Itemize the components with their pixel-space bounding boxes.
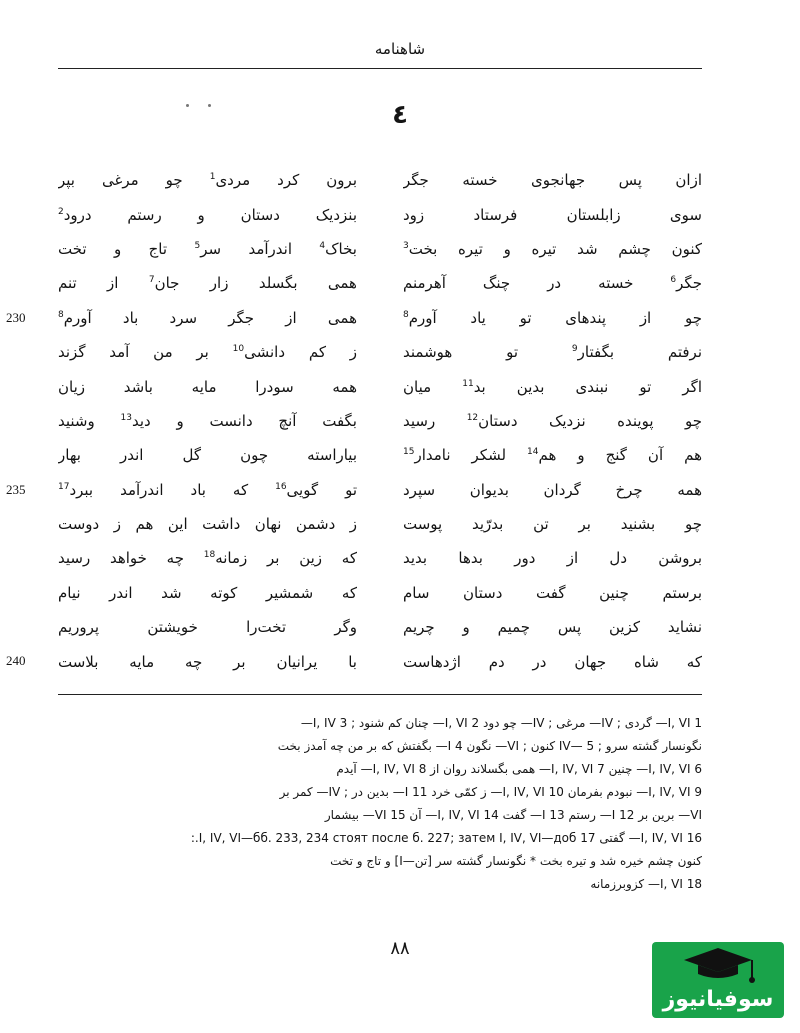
verse-hemistich-right (403, 378, 702, 396)
verse-hemistich-left (58, 171, 357, 189)
verse-row (58, 197, 702, 231)
footnote-ref: 13 (120, 412, 132, 423)
hemistich-text: نرفتم بگفتار (577, 343, 702, 362)
footnote-ref: 11 (462, 378, 474, 389)
hemistich-text: از تنم (58, 274, 119, 293)
verse-hemistich-left (58, 618, 357, 636)
footnote-line: 16 I, IV, VI— گفتی 17 I, IV, VI—бб. 233, 234 стоят после б. 227; затем I, IV, VI—доб.: (190, 831, 702, 845)
hemistich-text: سوی زابلستان فرستاد زود (403, 205, 702, 224)
verse-hemistich-left (58, 343, 357, 361)
hemistich-text: که باد اندرآمد ببرد (69, 480, 249, 499)
hemistich-text: که شمشیر کوته شد اندر نیام (58, 583, 357, 602)
hemistich-text: رسید (403, 411, 436, 430)
verse-hemistich-left (58, 378, 357, 396)
hemistich-text: ز کم دانشی (244, 343, 357, 362)
footnote-line: 18 I, VI— کزوبرزمانه (590, 877, 702, 891)
chapter-number: ٤ (392, 100, 408, 130)
verse-hemistich-left (58, 549, 357, 567)
verse-hemistich-right (403, 206, 702, 224)
verse-row (58, 404, 702, 438)
footnote-line: VI— برین بر 12 I— رستم 13 I— گفت 14 I, IV, VI— آن 15 VI— بیشمار (324, 808, 702, 822)
hemistich-text: لشکر نامدار (414, 446, 507, 465)
hemistich-text: بخاک (325, 239, 357, 258)
footnote-ref: 8 (58, 309, 64, 320)
hemistich-text: بگفت آنچ دانست و دید (131, 411, 357, 430)
page-number: ۸۸ (390, 938, 410, 959)
verse-line-number: 230 (6, 309, 26, 325)
verse-hemistich-left (58, 481, 357, 499)
hemistich-text: بر من آمد گزند (58, 343, 209, 362)
verse-hemistich-right (403, 584, 702, 602)
hemistich-text: اگر تو نبندی بدین بد (473, 377, 702, 396)
verse-hemistich-left (58, 206, 357, 224)
hemistich-text: بروشن دل از دور بدها بدید (403, 549, 702, 568)
footnote-ref: 17 (58, 481, 70, 492)
verse-hemistich-left (58, 653, 357, 671)
verse-row (6, 473, 702, 507)
verse-hemistich-right (403, 481, 702, 499)
hemistich-text: برون کرد مردی (215, 171, 357, 190)
verse-hemistich-left (58, 274, 357, 292)
footnote-ref: 6 (670, 275, 677, 286)
footnote-ref: 5 (194, 240, 201, 251)
hemistich-text: ز دشمن نهان داشت این هم ز دوست (58, 515, 357, 534)
verse-hemistich-right (403, 240, 702, 258)
hemistich-text: تاج و تخت (58, 239, 168, 258)
hemistich-text: خسته در چنگ آهرمنم (403, 274, 634, 293)
verse-row (58, 369, 702, 403)
hemistich-text: چو بشنید بر تن بدرّید پوست (403, 515, 702, 534)
footnote-ref: 4 (319, 240, 326, 251)
verse-row (58, 335, 702, 369)
verse-hemistich-right (403, 171, 702, 189)
hemistich-text: چو از پندهای تو یاد آورم (408, 308, 702, 327)
footnote-ref: 10 (232, 344, 245, 355)
hemistich-text: چه خواهد رسید (58, 549, 184, 568)
verse-row (6, 301, 702, 335)
verse-row (58, 576, 702, 610)
verses-block (6, 163, 702, 679)
hemistich-text: نشاید کزین پس چمیم و چریم (403, 618, 702, 637)
verse-hemistich-right (403, 515, 702, 533)
verse-row (58, 507, 702, 541)
hemistich-text: کنون چشم شد تیره و تیره بخت (408, 239, 702, 258)
logo-text: سوفیانیوز (662, 987, 774, 1012)
verse-row (58, 163, 702, 197)
verse-row (58, 541, 702, 575)
hemistich-text: بیاراسته چون گل اندر بهار (58, 446, 357, 465)
verse-hemistich-right (403, 618, 702, 636)
hemistich-text: که زین بر زمانه (215, 549, 357, 568)
hemistich-text: وشنید (58, 411, 95, 430)
verse-row (58, 232, 702, 266)
verse-hemistich-left (58, 446, 357, 464)
hemistich-text: که شاه جهان در دم اژدهاست (403, 652, 702, 671)
footnote-ref: 7 (148, 275, 155, 286)
footnote-ref: 14 (527, 447, 539, 458)
hemistich-text: با یرانیان بر چه مایه بلاست (58, 652, 357, 671)
verse-hemistich-right (403, 446, 702, 464)
hemistich-text: همه سودرا مایه باشد زیان (58, 377, 357, 396)
footnote-ref: 3 (403, 240, 409, 251)
verse-hemistich-left (58, 412, 357, 430)
footnote-line: 6 I, IV, VI— چنین 7 I, IV, VI— همی بگسلاند روان از 8 I, IV, VI— آیدم (336, 762, 702, 776)
footnote-ref: 9 (571, 344, 578, 355)
footnote-rule (58, 694, 702, 695)
hemistich-text: جگر (676, 274, 702, 293)
verse-hemistich-left (58, 309, 357, 327)
verse-hemistich-left (58, 584, 357, 602)
hemistich-text: تو هوشمند (403, 343, 519, 362)
verse-row (58, 438, 702, 472)
hemistich-text: همی از جگر سرد باد آورم (63, 308, 357, 327)
header-rule (58, 68, 702, 69)
hemistich-text: میان (403, 377, 432, 396)
footnote-line: نگونسار گشته سرو ; IV— 5 کنون ; VI— نگون 4 I— بگفتش که بر من چه آمدز بخت (277, 739, 702, 753)
graduation-cap-icon (652, 942, 784, 990)
hemistich-text: اندرآمد سر (200, 239, 292, 258)
footnote-line: کنون چشم خیره شد و تیره بخت * نگونسار گشته سر [تن—I] و تاج و تخت (330, 854, 702, 868)
verse-hemistich-right (403, 309, 702, 327)
footnote-ref: 16 (275, 481, 287, 492)
footnote-ref: 1 (209, 172, 216, 183)
footnote-ref: 15 (403, 447, 415, 458)
verse-row (58, 266, 702, 300)
footnote-ref: 18 (203, 550, 216, 561)
footnote-line: 1 I, VI— گردی ; IV— مرغی ; IV— چو دود 2 I, VI— چنان کم شنود ; 3 I, IV— (300, 716, 702, 730)
hemistich-text: تو گویی (286, 480, 357, 499)
hemistich-text: بنزدیک دستان و رستم درود (63, 205, 357, 224)
hemistich-text: چو پوینده نزدیک دستان (478, 411, 702, 430)
verse-hemistich-left (58, 515, 357, 533)
verse-line-number: 240 (6, 653, 26, 669)
verse-hemistich-left (58, 240, 357, 258)
verse-hemistich-right (403, 274, 702, 292)
hemistich-text: ازان پس جهانجوی خسته جگر (403, 171, 702, 190)
verse-hemistich-right (403, 549, 702, 567)
verse-row (58, 610, 702, 644)
verse-hemistich-right (403, 412, 702, 430)
hemistich-text: همی بگسلد زار جان (154, 274, 357, 293)
footnote-ref: 12 (466, 412, 479, 423)
footnote-ref: 2 (58, 206, 64, 217)
watermark-logo (652, 942, 784, 1018)
verse-hemistich-right (403, 653, 702, 671)
footnote-ref: 8 (403, 309, 409, 320)
running-header: شاهنامه (374, 40, 426, 58)
verse-hemistich-right (403, 343, 702, 361)
footnote-line: 9 I, IV, VI— نبودم بفرمان 10 I, IV, VI— ز کمّی خرد 11 I— بدین در ; IV— کمر بر (279, 785, 702, 799)
hemistich-text: هم آن گنج و هم (538, 446, 702, 465)
hemistich-text: چو مرغی بپر (58, 171, 183, 190)
footnotes (58, 712, 702, 896)
hemistich-text: وگر تخت‌را خویشتن پروریم (58, 618, 357, 637)
verse-row (6, 644, 702, 678)
hemistich-text: همه چرخ گردان بدیوان سپرد (403, 480, 702, 499)
verse-line-number: 235 (6, 481, 26, 497)
hemistich-text: برستم چنین گفت دستان سام (403, 583, 702, 602)
